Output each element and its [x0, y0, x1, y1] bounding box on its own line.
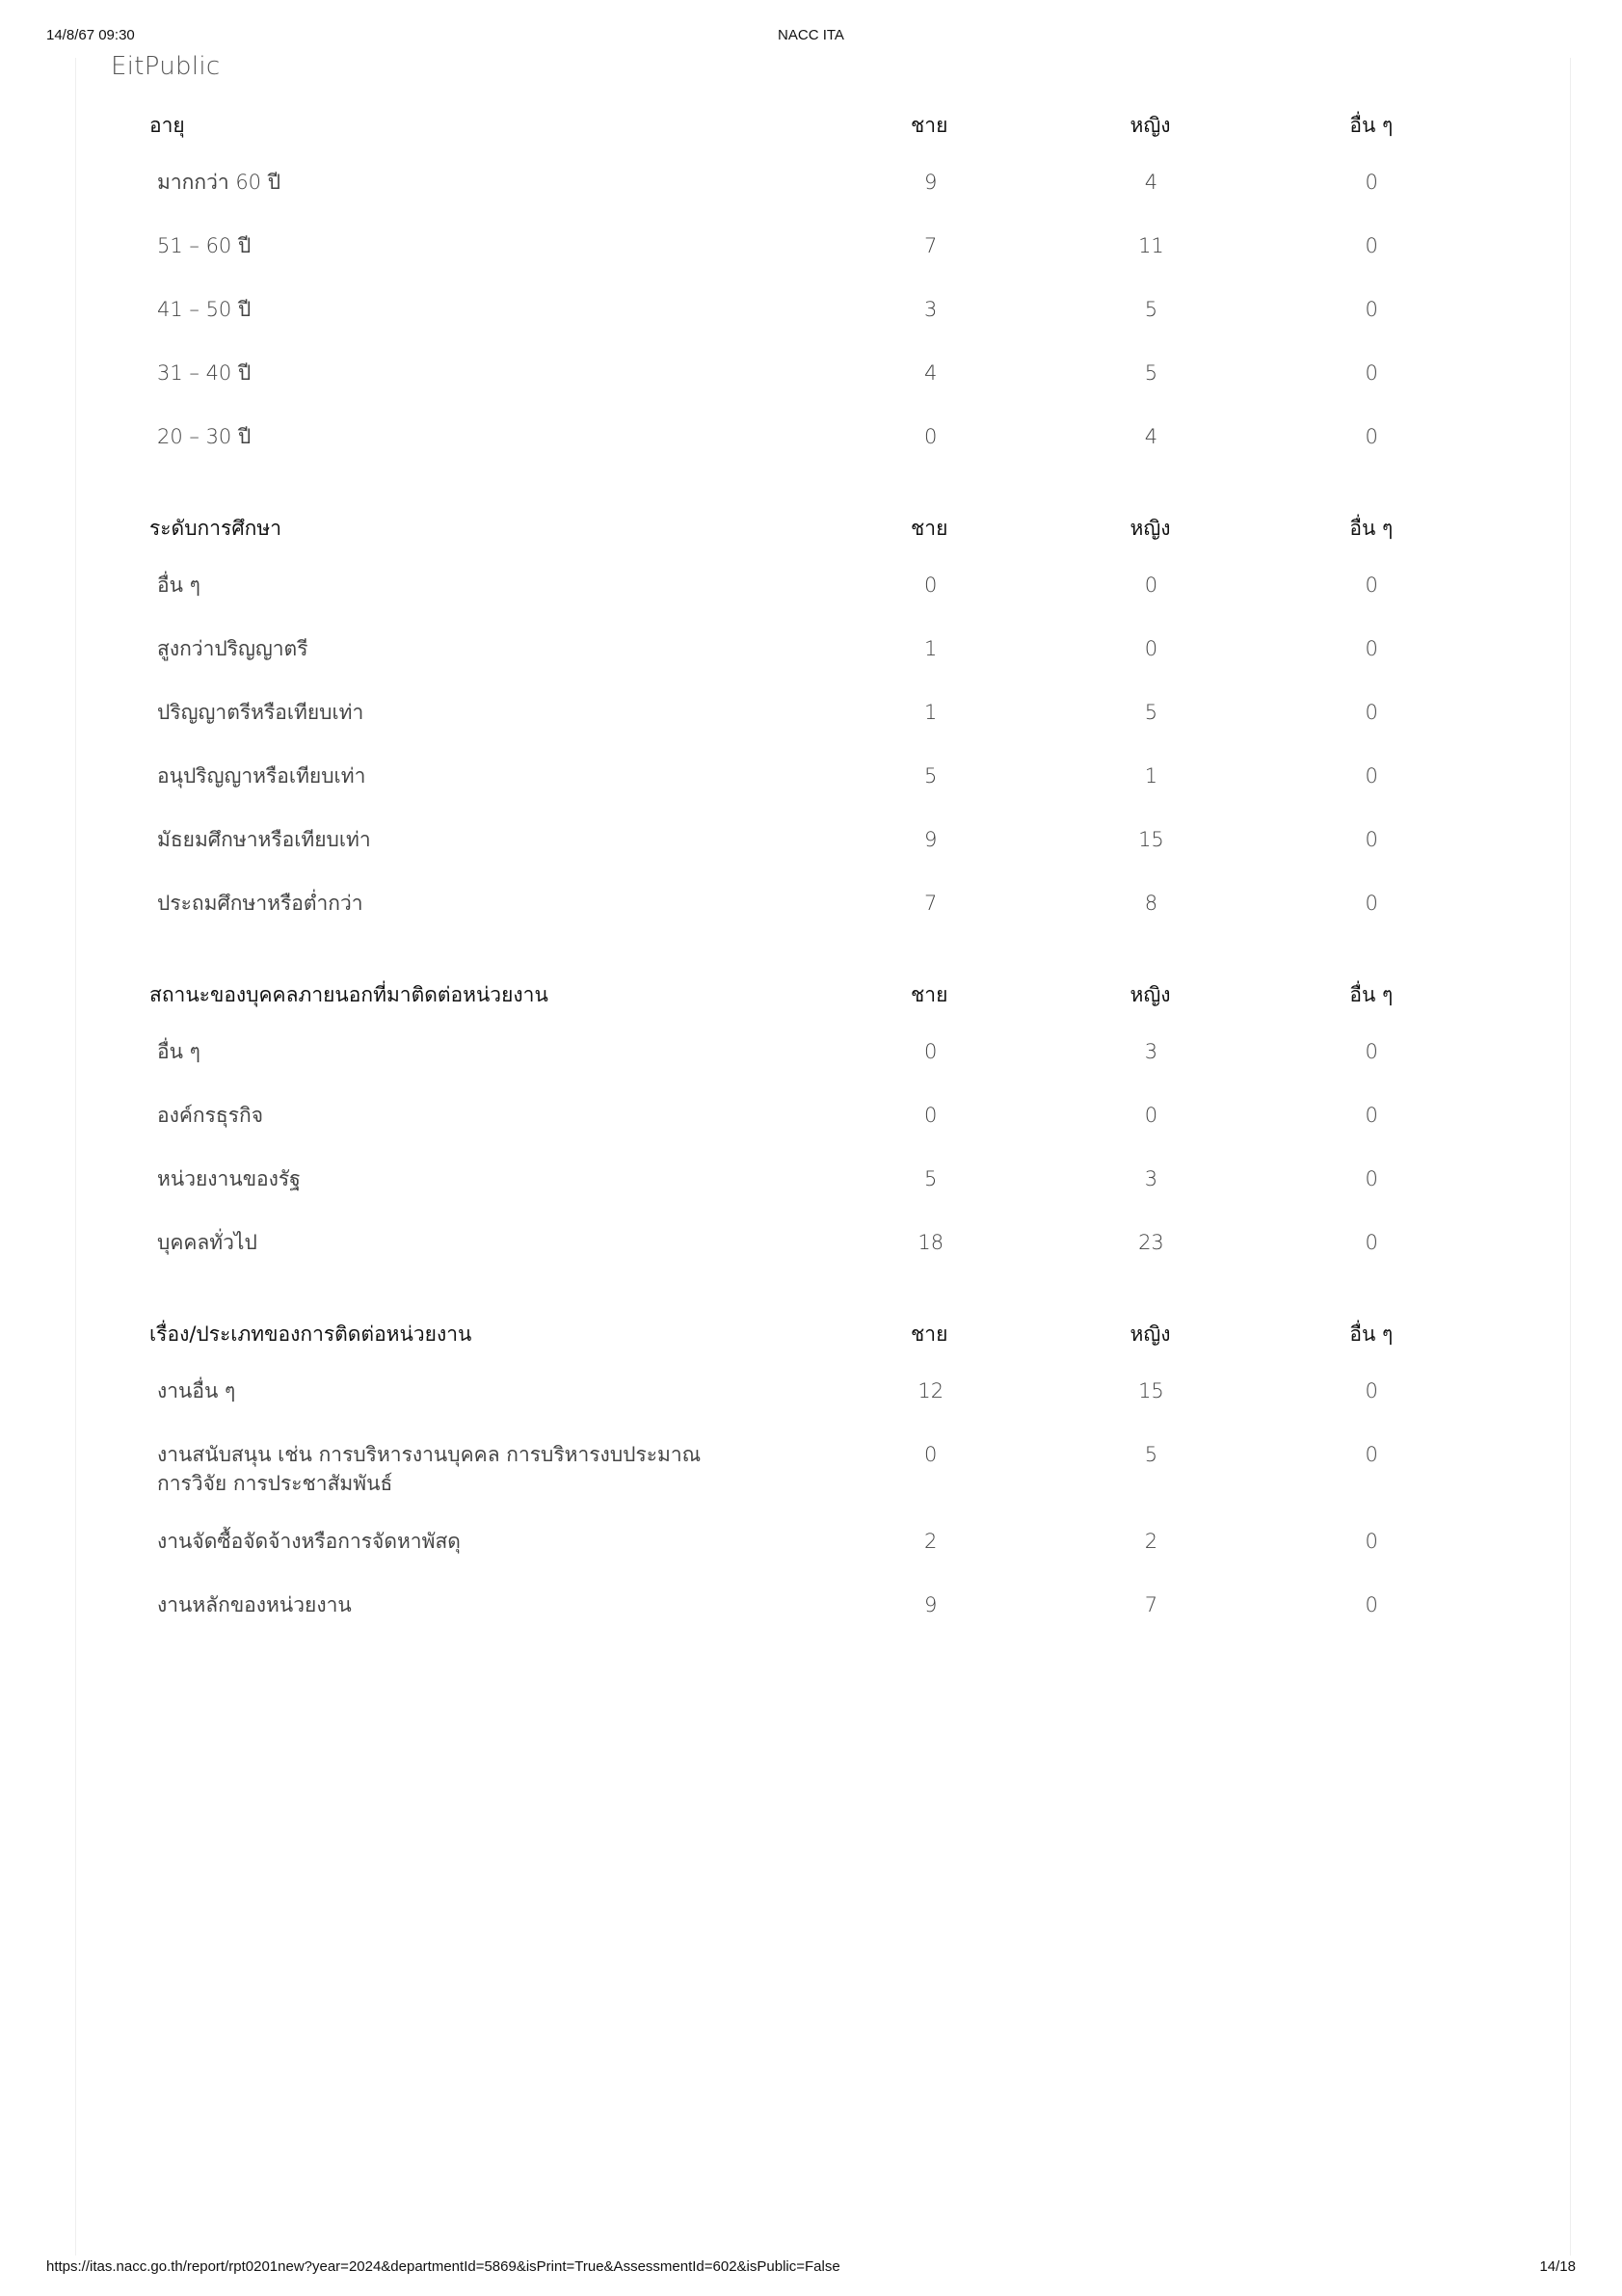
female-count: 8 [1144, 892, 1158, 915]
report-section [149, 96, 1460, 472]
row-label: หน่วยงานของรัฐ [157, 1167, 301, 1190]
other-count: 0 [1365, 764, 1378, 788]
row-label: 41 – 50 ปี [157, 298, 252, 321]
female-count: 7 [1144, 1593, 1158, 1616]
male-count: 7 [924, 234, 938, 257]
brand-title: EitPublic [111, 52, 221, 81]
print-datetime: 14/8/67 09:30 [46, 27, 135, 43]
row-label: มัธยมศึกษาหรือเทียบเท่า [157, 828, 371, 851]
female-count: 3 [1144, 1167, 1158, 1190]
table-row [149, 1215, 1460, 1278]
column-header: อื่น ๆ [1349, 983, 1394, 1006]
male-count: 1 [924, 701, 938, 724]
female-count: 11 [1138, 234, 1164, 257]
female-count: 0 [1144, 637, 1158, 660]
other-count: 0 [1365, 1593, 1378, 1616]
female-count: 5 [1144, 298, 1158, 321]
print-footer [46, 2258, 1576, 2280]
table-row [149, 557, 1460, 621]
column-header: อื่น ๆ [1349, 114, 1394, 137]
male-count: 0 [924, 1443, 938, 1466]
section-header-row [149, 499, 1460, 557]
other-count: 0 [1365, 1167, 1378, 1190]
column-header: อื่น ๆ [1349, 517, 1394, 540]
table-row [149, 1087, 1460, 1151]
row-label: ประถมศึกษาหรือต่ำกว่า [157, 892, 363, 915]
print-header [46, 27, 1576, 48]
report-content [149, 96, 1460, 1668]
male-count: 5 [924, 764, 938, 788]
table-row [149, 1577, 1460, 1641]
male-count: 0 [924, 1104, 938, 1127]
other-count: 0 [1365, 234, 1378, 257]
male-count: 0 [924, 574, 938, 597]
other-count: 0 [1365, 701, 1378, 724]
male-count: 5 [924, 1167, 938, 1190]
other-count: 0 [1365, 1231, 1378, 1254]
male-count: 18 [917, 1231, 944, 1254]
print-page-number: 14/18 [1539, 2258, 1576, 2275]
male-count: 0 [924, 425, 938, 448]
other-count: 0 [1365, 298, 1378, 321]
row-label: งานหลักของหน่วยงาน [157, 1593, 352, 1616]
section-title: ระดับการศึกษา [149, 517, 281, 540]
table-row [149, 218, 1460, 281]
other-count: 0 [1365, 892, 1378, 915]
column-header: หญิง [1130, 517, 1171, 540]
other-count: 0 [1365, 1104, 1378, 1127]
print-title: NACC ITA [778, 27, 844, 43]
male-count: 2 [924, 1530, 938, 1553]
other-count: 0 [1365, 1379, 1378, 1402]
row-label: งานสนับสนุน เช่น การบริหารงานบุคคล การบริหารงบประมาณ การวิจัย การประชาสัมพันธ์ [157, 1443, 702, 1495]
row-label: อนุปริญญาหรือเทียบเท่า [157, 764, 366, 788]
print-url: https://itas.nacc.go.th/report/rpt0201new?year=2024&departmentId=5869&isPrint=True&AssessmentId=602&isPublic=False [46, 2258, 840, 2275]
female-count: 5 [1144, 701, 1158, 724]
female-count: 0 [1144, 1104, 1158, 1127]
other-count: 0 [1365, 1530, 1378, 1553]
male-count: 4 [924, 361, 938, 385]
female-count: 15 [1138, 1379, 1164, 1402]
row-label: งานอื่น ๆ [157, 1379, 236, 1402]
row-label: 51 – 60 ปี [157, 234, 252, 257]
female-count: 0 [1144, 574, 1158, 597]
other-count: 0 [1365, 1443, 1378, 1466]
table-row [149, 281, 1460, 345]
row-label: มากกว่า 60 ปี [157, 171, 281, 194]
female-count: 4 [1144, 171, 1158, 194]
table-row [149, 345, 1460, 409]
female-count: 23 [1138, 1231, 1164, 1254]
male-count: 9 [924, 171, 938, 194]
male-count: 9 [924, 1593, 938, 1616]
section-title: อายุ [149, 114, 185, 137]
male-count: 1 [924, 637, 938, 660]
column-header: ชาย [911, 517, 948, 540]
table-row [149, 621, 1460, 684]
row-label: 20 – 30 ปี [157, 425, 252, 448]
other-count: 0 [1365, 574, 1378, 597]
row-label: ปริญญาตรีหรือเทียบเท่า [157, 701, 364, 724]
male-count: 0 [924, 1040, 938, 1063]
column-header: หญิง [1130, 983, 1171, 1006]
table-row [149, 812, 1460, 875]
row-label: บุคคลทั่วไป [157, 1231, 257, 1254]
table-row [149, 1363, 1460, 1427]
male-count: 3 [924, 298, 938, 321]
row-label: อื่น ๆ [157, 1040, 200, 1063]
other-count: 0 [1365, 828, 1378, 851]
other-count: 0 [1365, 425, 1378, 448]
column-header: หญิง [1130, 114, 1171, 137]
row-label: 31 – 40 ปี [157, 361, 252, 385]
report-section [149, 499, 1460, 939]
column-header: ชาย [911, 983, 948, 1006]
column-header: ชาย [911, 114, 948, 137]
other-count: 0 [1365, 1040, 1378, 1063]
report-section [149, 966, 1460, 1278]
other-count: 0 [1365, 171, 1378, 194]
table-row [149, 1151, 1460, 1215]
table-row [149, 875, 1460, 939]
female-count: 5 [1144, 361, 1158, 385]
female-count: 15 [1138, 828, 1164, 851]
row-label: สูงกว่าปริญญาตรี [157, 637, 308, 660]
section-header-row [149, 1305, 1460, 1363]
column-header: อื่น ๆ [1349, 1322, 1394, 1346]
column-header: หญิง [1130, 1322, 1171, 1346]
female-count: 3 [1144, 1040, 1158, 1063]
female-count: 4 [1144, 425, 1158, 448]
row-label: องค์กรธุรกิจ [157, 1104, 264, 1127]
male-count: 7 [924, 892, 938, 915]
table-row [149, 748, 1460, 812]
other-count: 0 [1365, 637, 1378, 660]
column-header: ชาย [911, 1322, 948, 1346]
section-header-row [149, 96, 1460, 154]
table-row [149, 409, 1460, 472]
table-row [149, 154, 1460, 218]
female-count: 2 [1144, 1530, 1158, 1553]
section-title: เรื่อง/ประเภทของการติดต่อหน่วยงาน [149, 1322, 472, 1346]
section-title: สถานะของบุคคลภายนอกที่มาติดต่อหน่วยงาน [149, 983, 548, 1006]
male-count: 9 [924, 828, 938, 851]
row-label: งานจัดซื้อจัดจ้างหรือการจัดหาพัสดุ [157, 1530, 461, 1553]
table-row [149, 1513, 1460, 1577]
table-row [149, 684, 1460, 748]
table-row [149, 1427, 1460, 1513]
female-count: 5 [1144, 1443, 1158, 1466]
other-count: 0 [1365, 361, 1378, 385]
row-label: อื่น ๆ [157, 574, 200, 597]
report-section [149, 1305, 1460, 1641]
table-row [149, 1024, 1460, 1087]
male-count: 12 [917, 1379, 944, 1402]
section-header-row [149, 966, 1460, 1024]
female-count: 1 [1144, 764, 1158, 788]
